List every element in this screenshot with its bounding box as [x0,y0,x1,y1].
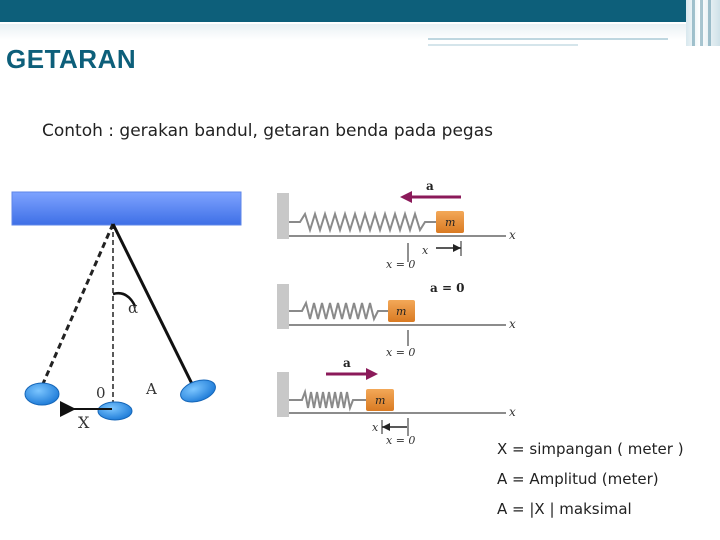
page-title: GETARAN [6,44,137,74]
acceleration-arrow [400,191,412,203]
pendulum-bob-right [178,376,218,406]
amplitude-label: A [146,380,157,398]
acceleration-arrow [366,368,378,380]
displacement-x-label: x [372,421,379,434]
spring-panel-compressed [277,356,516,447]
definition-amplitude: A = Amplitud (meter) [497,470,659,488]
spring-diagram [277,179,516,447]
spring-coil [289,303,388,319]
pendulum-bob-center [98,402,132,420]
pendulum-bob-left [25,383,59,405]
mass-label: m [445,216,456,229]
axis-label: x [509,405,516,419]
definition-amplitude-max: A = |X | maksimal [497,500,632,518]
origin-label: x = 0 [386,434,416,447]
origin-label: x = 0 [386,346,416,359]
displacement-x-label: x [422,244,429,257]
example-caption: Contoh : gerakan bandul, getaran benda pada pegas [42,121,493,141]
mass-label: m [375,394,386,407]
pendulum-ceiling [12,192,241,225]
angle-label: α [128,299,139,317]
acceleration-label: a [426,179,434,193]
axis-label: x [509,228,516,242]
pendulum-string-left [42,224,113,386]
acceleration-zero-label: a = 0 [430,281,465,295]
axis-label: x [509,317,516,331]
acceleration-label: a [343,356,351,370]
spring-coil [289,214,436,230]
spring-coil [289,392,366,408]
mass-label: m [396,305,407,318]
spring-panel-stretched [277,179,516,271]
definition-displacement: X = simpangan ( meter ) [497,440,684,458]
origin-label: x = 0 [386,258,416,271]
center-label: 0 [96,384,106,402]
pendulum-diagram [12,192,241,432]
pendulum-string-right [113,224,196,392]
spring-panel-equilibrium [277,281,516,359]
displacement-label: X [78,413,90,432]
